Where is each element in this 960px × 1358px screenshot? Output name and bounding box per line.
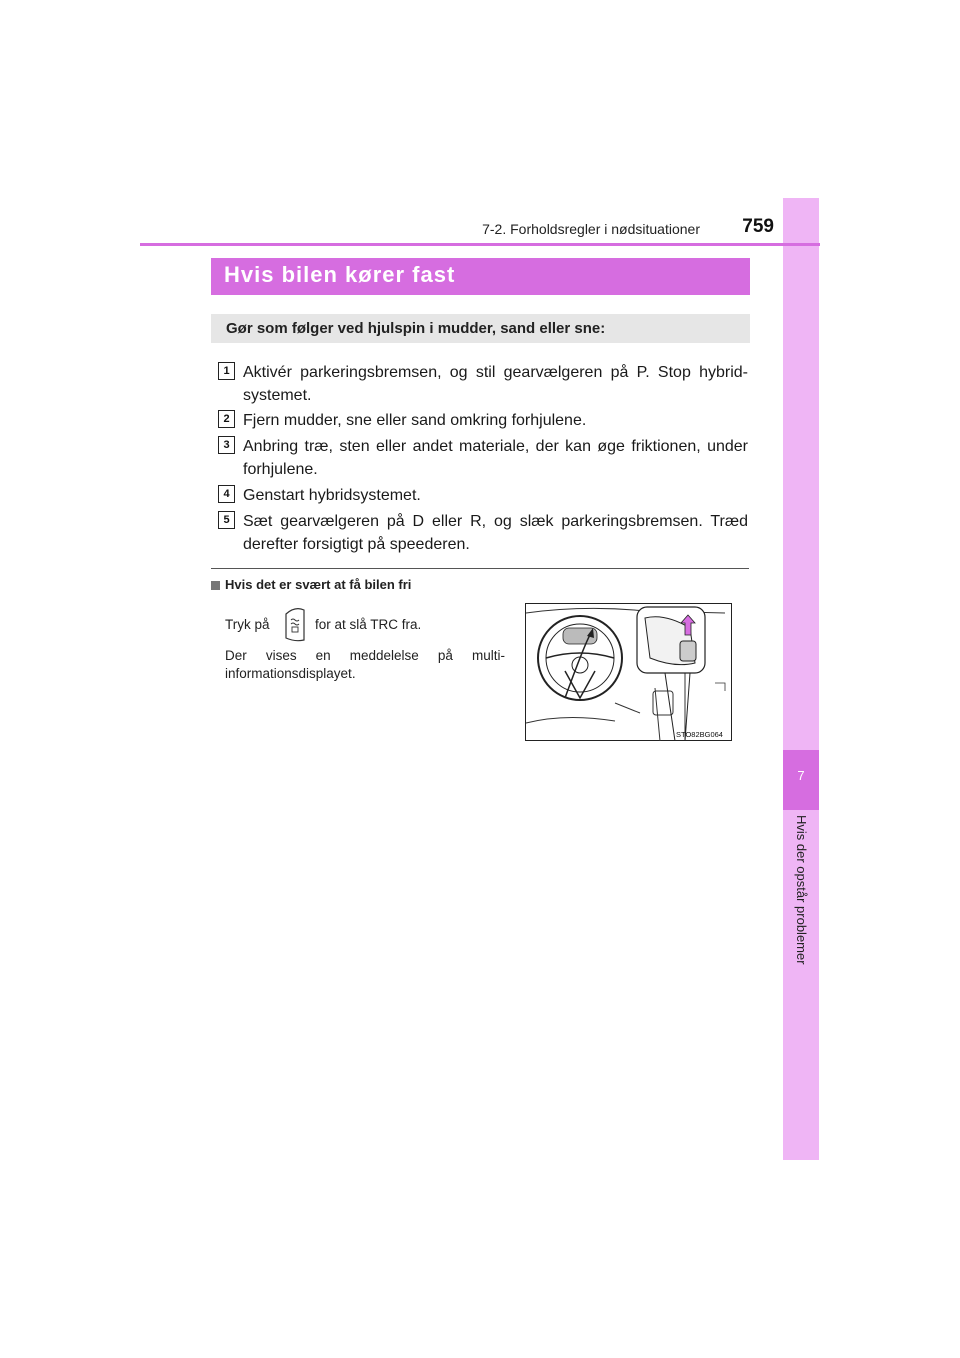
step-text: Genstart hybridsystemet. (243, 487, 421, 504)
page-number: 759 (742, 216, 774, 237)
square-bullet-icon (211, 581, 220, 590)
chapter-side-tab (783, 198, 819, 1160)
section-divider (211, 568, 749, 569)
note-text-after-icon: for at slå TRC fra. (315, 617, 422, 632)
page-title: Hvis bilen kører fast (224, 262, 456, 287)
step-number-badge: 3 (218, 436, 235, 454)
step-number-badge: 5 (218, 511, 235, 529)
step-number-badge: 4 (218, 485, 235, 503)
figure-code: STO82BG064 (676, 730, 723, 739)
step-number-badge: 2 (218, 410, 235, 428)
chapter-title-text: Hvis der opstår problemer (794, 815, 809, 965)
step-text: Sæt gearvælgeren på D eller R, og slæk parkeringsbremsen. Træd derefter forsigtigt på speederen. (243, 513, 748, 553)
step-text: Aktivér parkeringsbremsen, og stil gearvælgeren på P. Stop hybrid-systemet. (243, 364, 748, 404)
trc-off-button-icon (282, 604, 308, 644)
note-heading: Hvis det er svært at få bilen fri (225, 577, 412, 592)
header-rule (140, 243, 820, 246)
dashboard-illustration (525, 603, 732, 741)
section-header: 7-2. Forholdsregler i nødsituationer (482, 221, 700, 237)
note-text: Der vises en meddelelse på multi-informationsdisplayet. (225, 648, 505, 681)
note-text-before-icon: Tryk på (225, 617, 270, 632)
step-text: Fjern mudder, sne eller sand omkring forhjulene. (243, 412, 587, 429)
step-text: Anbring træ, sten eller andet materiale, der kan øge friktionen, under forhjulene. (243, 438, 748, 478)
subheading: Gør som følger ved hjulspin i mudder, sand eller sne: (226, 320, 606, 337)
step-number-badge: 1 (218, 362, 235, 380)
chapter-number: 7 (797, 768, 805, 783)
